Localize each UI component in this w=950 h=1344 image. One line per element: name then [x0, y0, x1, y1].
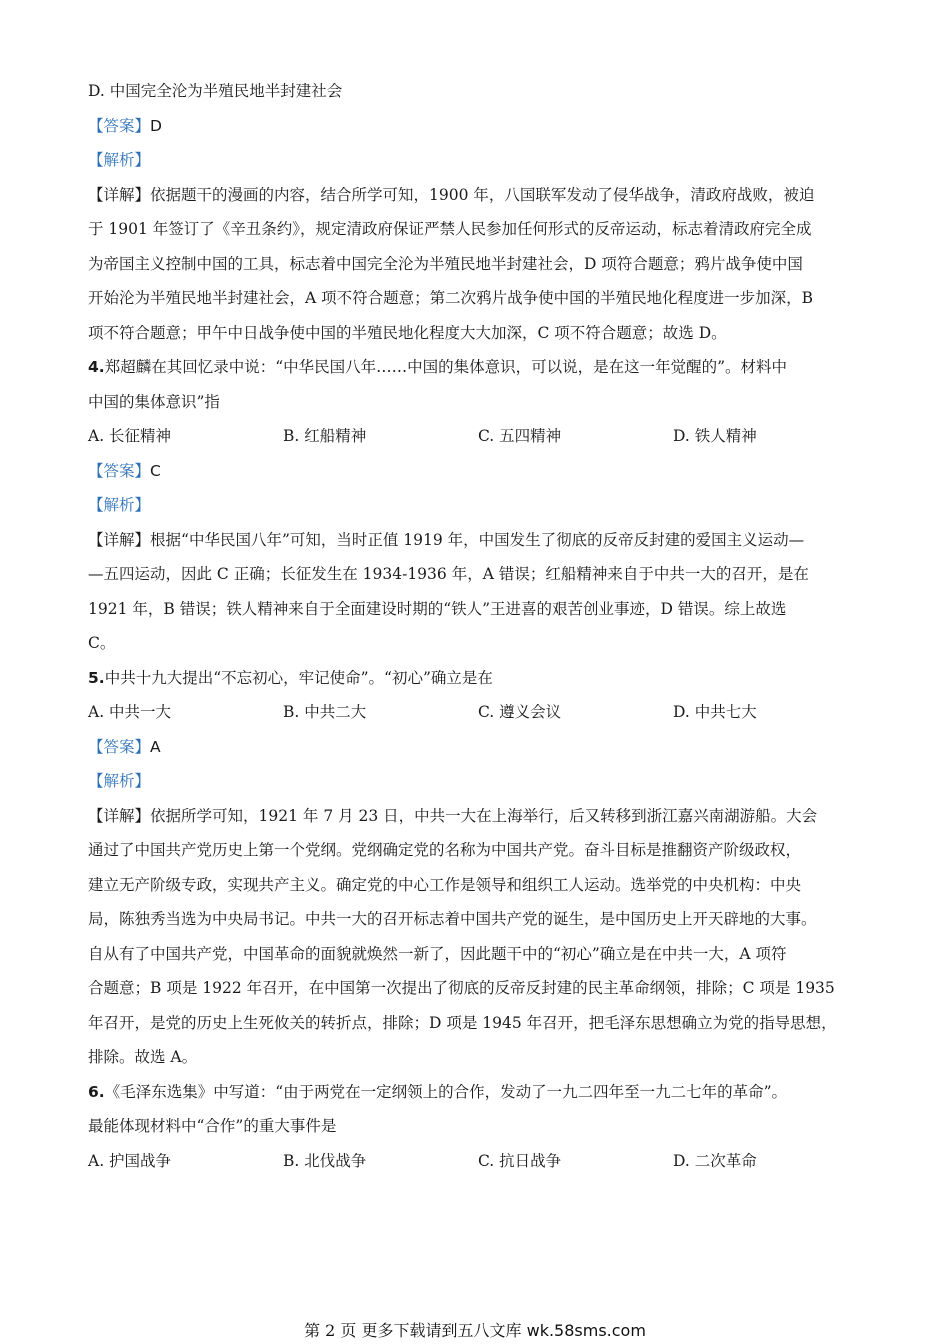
detail-line: 建立无产阶级专政，实现共产主义。确定党的中心工作是领导和组织工人运动。选举党的中央机构：中央 — [88, 875, 802, 894]
q3-analysis-label: 【解析】 — [88, 151, 151, 169]
footer-link[interactable]: wk.58sms.com — [526, 1321, 646, 1340]
q3-option-d: D. 中国完全沦为半殖民地半封建社会 — [88, 82, 343, 100]
q3-detail — [88, 178, 868, 351]
q4-detail — [88, 523, 868, 661]
q4-answer — [88, 454, 868, 489]
q4-analysis-label: 【解析】 — [88, 496, 151, 514]
q5-analysis-label: 【解析】 — [88, 772, 151, 790]
detail-line: 合题意；B 项是 1922 年召开，在中国第一次提出了彻底的反帝反封建的民主革命纲领，排除；C 项是 1935 — [88, 979, 835, 997]
q5-stem — [88, 661, 868, 696]
option-c: C. 遵义会议 — [478, 703, 562, 721]
question-number: 6. — [88, 1082, 105, 1101]
answer-label: 【答案】 — [88, 737, 151, 756]
q6-options — [88, 1144, 868, 1179]
q5-detail — [88, 799, 868, 1075]
q3-answer — [88, 109, 868, 144]
detail-line: 依据题干的漫画的内容，结合所学可知，1900 年，八国联军发动了侵华战争，清政府战败，被迫 — [150, 185, 815, 204]
option-b: B. 红船精神 — [283, 427, 367, 445]
option-b: B. 中共二大 — [283, 703, 367, 721]
q4-stem — [88, 350, 868, 385]
answer-value: C — [150, 461, 161, 480]
detail-line: 自从有了中国共产党，中国革命的面貌就焕然一新了，因此题干中的“初心”确立是在中共一大，A 项符 — [88, 944, 787, 963]
option-d: D. 二次革命 — [673, 1151, 757, 1170]
q4-options — [88, 419, 868, 454]
question-number: 4. — [88, 358, 105, 376]
detail-line: 排除。故选 A。 — [88, 1048, 198, 1066]
option-c: C. 抗日战争 — [478, 1151, 562, 1170]
detail-line: 年召开，是党的历史上生死攸关的转折点，排除；D 项是 1945 年召开，把毛泽东思想确立为党的指导思想， — [88, 1013, 837, 1032]
detail-line: 局，陈独秀当选为中央局书记。中共一大的召开标志着中国共产党的诞生，是中国历史上开天辟地的大事。 — [88, 910, 817, 928]
detail-line: 于 1901 年签订了《辛丑条约》，规定清政府保证严禁人民参加任何形式的反帝运动，标志着清政府完全成 — [88, 220, 812, 238]
option-a: A. 长征精神 — [88, 427, 172, 445]
detail-line: 为帝国主义控制中国的工具，标志着中国完全沦为半殖民地半封建社会，D 项符合题意；鸦片战争使中国 — [88, 254, 803, 273]
detail-line: 依据所学可知，1921 年 7 月 23 日，中共一大在上海举行，后又转移到浙江嘉兴南湖游船。大会 — [150, 806, 818, 825]
answer-label: 【答案】 — [88, 116, 151, 135]
answer-label: 【答案】 — [88, 461, 151, 480]
stem-line: 郑超麟在其回忆录中说：“中华民国八年……中国的集体意识，可以说，是在这一年觉醒的”。材料中 — [104, 358, 788, 376]
detail-line: 通过了中国共产党历史上第一个党纲。党纲确定党的名称为中国共产党。奋斗目标是推翻资产阶级政权， — [88, 841, 802, 859]
stem-line: 中国的集体意识”指 — [88, 392, 220, 411]
detail-line: —五四运动，因此 C 正确；长征发生在 1934-1936 年，A 错误；红船精神来自于中共一大的召开，是在 — [88, 565, 809, 583]
option-a: A. 护国战争 — [88, 1151, 172, 1170]
q6-stem — [88, 1075, 868, 1110]
detail-label: 【详解】 — [88, 185, 151, 204]
q5-options — [88, 695, 868, 730]
stem-line: 中共十九大提出“不忘初心，牢记使命”。“初心”确立是在 — [104, 668, 493, 687]
answer-value: D — [150, 116, 162, 135]
option-b: B. 北伐战争 — [283, 1151, 367, 1170]
option-c: C. 五四精神 — [478, 427, 562, 445]
detail-line: C。 — [88, 634, 116, 652]
page-footer — [0, 1318, 950, 1341]
detail-line: 开始沦为半殖民地半封建社会，A 项不符合题意；第二次鸦片战争使中国的半殖民地化程度进一步加深，B — [88, 289, 814, 307]
stem-line: 最能体现材料中“合作”的重大事件是 — [88, 1117, 337, 1135]
option-d: D. 铁人精神 — [673, 427, 757, 445]
stem-line: 《毛泽东选集》中写道：“由于两党在一定纲领上的合作，发动了一九二四年至一九二七年的革命”。 — [104, 1082, 788, 1101]
question-number: 5. — [88, 668, 105, 687]
footer-text: 第 2 页 更多下载请到五八文库 — [304, 1321, 527, 1340]
option-a: A. 中共一大 — [88, 703, 172, 721]
answer-value: A — [150, 737, 161, 756]
detail-label: 【详解】 — [88, 806, 151, 825]
detail-label: 【详解】 — [88, 530, 151, 549]
detail-line: 1921 年，B 错误；铁人精神来自于全面建设时期的“铁人”王进喜的艰苦创业事迹，D 错误。综上故选 — [88, 599, 787, 618]
detail-line: 根据“中华民国八年”可知，当时正值 1919 年，中国发生了彻底的反帝反封建的爱国主义运动— — [150, 530, 805, 549]
option-d: D. 中共七大 — [673, 703, 757, 721]
detail-line: 项不符合题意；甲午中日战争使中国的半殖民地化程度大大加深，C 项不符合题意；故选 D。 — [88, 323, 727, 342]
document-page — [88, 74, 868, 1178]
q5-answer — [88, 730, 868, 765]
